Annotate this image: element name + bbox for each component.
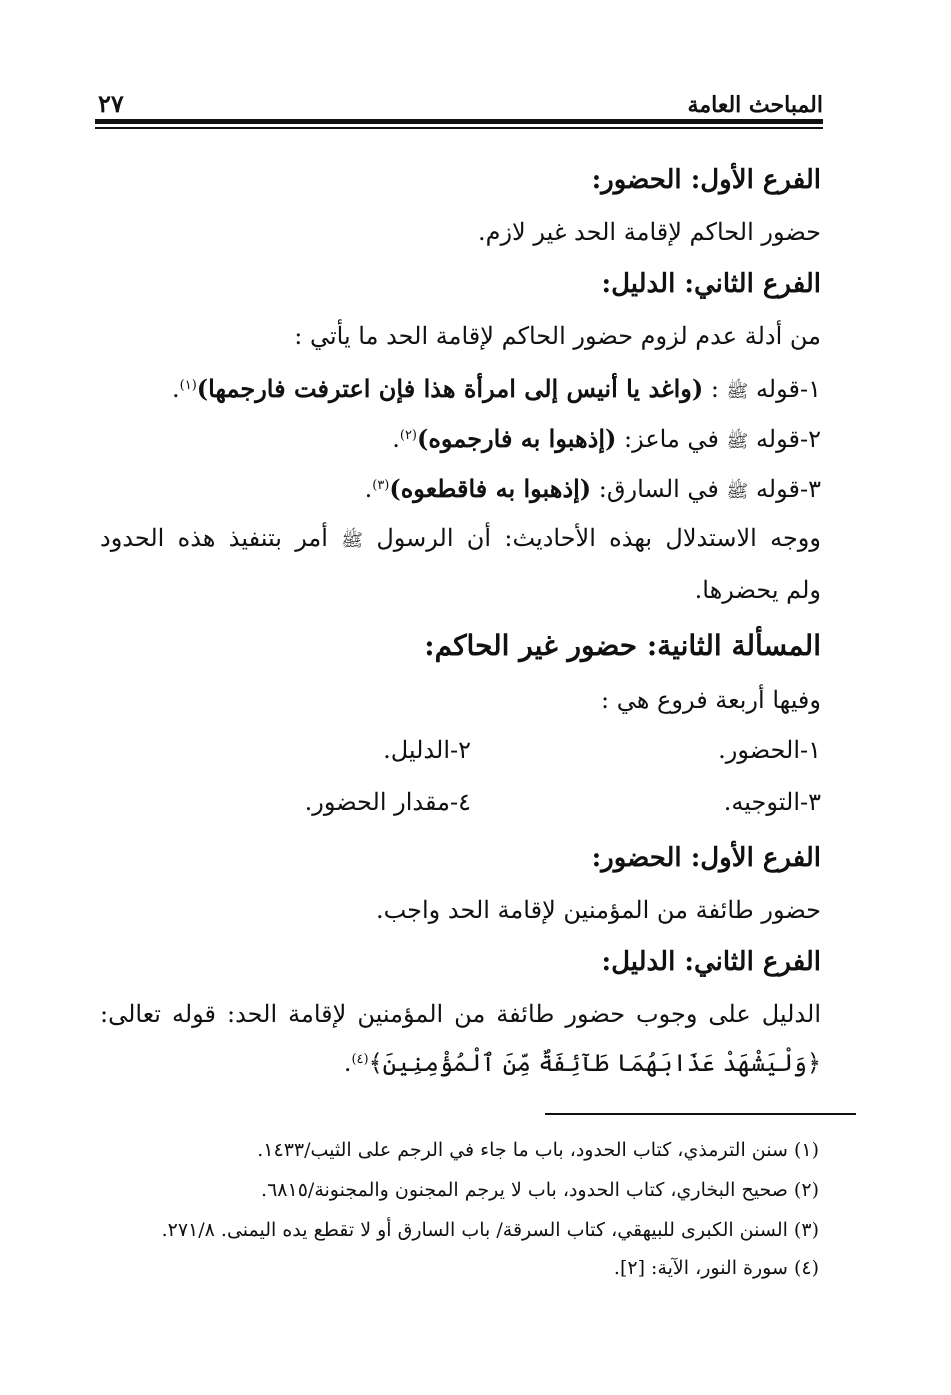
- footnote-ref: (١): [179, 378, 197, 393]
- paragraph-2: من أدلة عدم لزوم حضور الحاكم لإقامة الحد ما يأتي :: [294, 322, 821, 350]
- branches-row-1: [100, 730, 821, 770]
- footnote-1: (١) سنن الترمذي، كتاب الحدود، باب ما جاء في الرجم على الثيب/١٤٣٣.: [257, 1139, 819, 1161]
- quran-verse: ﴿وَلْيَشْهَدْ عَذَابَهُمَا طَآئِفَةٌ مِّنَ ٱلْمُؤْمِنِينَ﴾$^{(٤)}$.: [343, 1049, 821, 1077]
- salla-sign: ﷺ: [726, 431, 749, 452]
- paragraph-3-line-1: ووجه الاستدلال بهذه الأحاديث: أن الرسول ﷺ أمر بتنفيذ هذه الحدود: [100, 524, 821, 552]
- heading-branch-2b: الفرع الثاني: الدليل:: [601, 947, 821, 977]
- evidence-item-1: ١-قوله ﷺ : (واغد يا أنيس إلى امرأة هذا فإن اعترفت فارجمها)$^{(١)}$.: [171, 374, 821, 403]
- header-rule-thick: [95, 119, 823, 124]
- footnote-ref: (٣): [372, 478, 390, 493]
- footnote-2: (٢) صحيح البخاري، كتاب الحدود، باب لا يرجم المجنون والمجنونة/٦٨١٥.: [261, 1179, 819, 1201]
- footnote-4: (٤) سورة النور، الآية: [٢].: [613, 1257, 819, 1279]
- paragraph-4: وفيها أربعة فروع هي :: [601, 686, 821, 714]
- hadith-quote: (إذهبوا به فارجموه): [417, 424, 617, 453]
- running-header: [98, 82, 823, 118]
- paragraph-5: حضور طائفة من المؤمنين لإقامة الحد واجب.: [375, 896, 821, 924]
- footnote-ref: (٤): [351, 1052, 369, 1067]
- hadith-quote: (واغد يا أنيس إلى امرأة هذا فإن اعترفت فارجمها): [196, 374, 704, 403]
- branch-item: ٢-الدليل.: [383, 736, 471, 764]
- evidence-item-3: ٣-قوله ﷺ في السارق: (إذهبوا به فاقطعوه)$^{(٣)}$.: [364, 474, 821, 503]
- evidence-item-2: ٢-قوله ﷺ في ماعز: (إذهبوا به فارجموه)$^{(٢)}$.: [392, 424, 821, 453]
- heading-issue-2: المسألة الثانية: حضور غير الحاكم:: [424, 629, 821, 662]
- branch-item: ٣-التوجيه.: [723, 788, 821, 816]
- branches-row-2: [100, 782, 821, 822]
- salla-sign: ﷺ: [726, 381, 749, 402]
- paragraph-1: حضور الحاكم لإقامة الحد غير لازم.: [477, 218, 821, 246]
- heading-branch-1: الفرع الأول: الحضور:: [591, 165, 821, 195]
- heading-branch-2: الفرع الثاني: الدليل:: [601, 269, 821, 299]
- branch-item: ٤-مقدار الحضور.: [304, 788, 471, 816]
- footnote-separator: [545, 1113, 856, 1115]
- footnote-ref: (٢): [399, 428, 417, 443]
- header-rule-thin: [95, 127, 823, 129]
- paragraph-6: الدليل على وجوب حضور طائفة من المؤمنين لإقامة الحد: قوله تعالى:: [100, 1000, 821, 1028]
- hadith-quote: (إذهبوا به فاقطعوه): [389, 474, 592, 503]
- footnote-3: (٣) السنن الكبرى للبيهقي، كتاب السرقة/ باب السارق أو لا تقطع يده اليمنى. ٢٧١/٨.: [161, 1219, 819, 1241]
- page-number: ٢٧: [98, 89, 124, 118]
- header-title: المباحث العامة: [687, 92, 823, 118]
- paragraph-3-line-2: ولم يحضرها.: [694, 576, 821, 604]
- salla-sign: ﷺ: [726, 481, 749, 502]
- branch-item: ١-الحضور.: [718, 736, 821, 764]
- salla-sign: ﷺ: [341, 530, 364, 551]
- heading-branch-1b: الفرع الأول: الحضور:: [591, 843, 821, 873]
